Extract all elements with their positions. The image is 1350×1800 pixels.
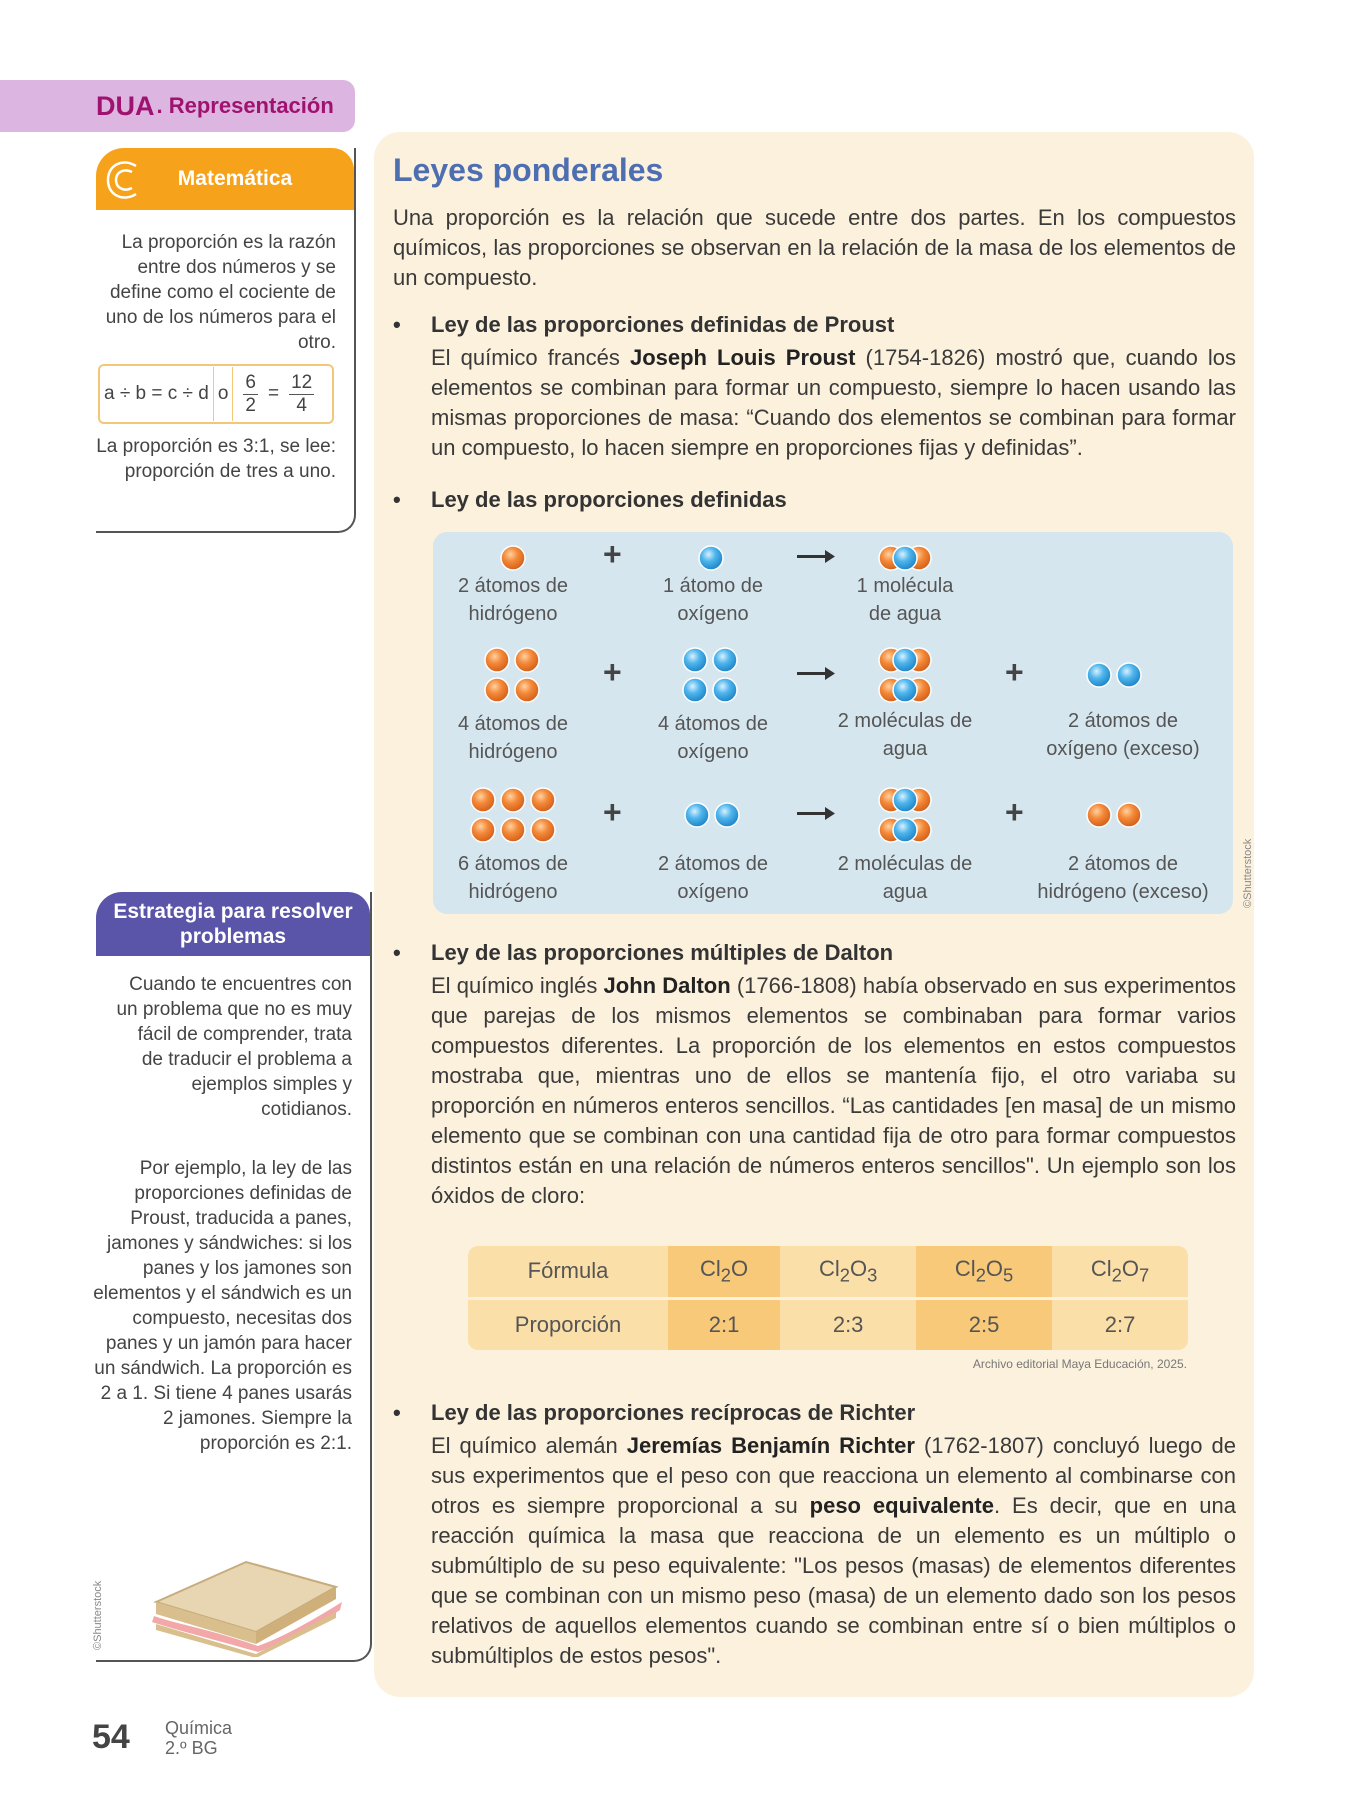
sandwich-credit: ©Shutterstock bbox=[92, 1580, 104, 1650]
r1-reactant-b: 1 átomo de oxígeno bbox=[662, 575, 764, 625]
page-number: 54 bbox=[92, 1718, 130, 1756]
estrategia-text-1: Cuando te encuentres con un problema que no es muy fácil de comprender, trata de traducir el problema a ejemplos simples y cotidianos. bbox=[116, 974, 352, 1120]
matematica-header bbox=[96, 148, 354, 210]
arrow-icon bbox=[797, 667, 835, 680]
reactions-diagram bbox=[433, 532, 1233, 914]
grade-label: 2.º BG bbox=[165, 1738, 218, 1758]
arrow-icon bbox=[797, 550, 835, 563]
law3-pre: El químico inglés bbox=[431, 973, 604, 998]
r1-product: 1 molécula de agua bbox=[856, 575, 954, 625]
table-row bbox=[468, 1298, 1188, 1350]
law4-heading bbox=[393, 1400, 915, 1426]
r2-reactant-a: 4 átomos de hidrógeno bbox=[457, 713, 569, 763]
law4-mid: (1762-1807) concluyó luego de sus experimentos que el peso con que reacciona un elemento al combinarse con otros es siempre proporcional a su bbox=[431, 1433, 1236, 1518]
water-molecules-2 bbox=[879, 648, 931, 702]
plus-sign: + bbox=[603, 794, 622, 830]
bullet: • bbox=[393, 487, 401, 512]
formula-lhs: a ÷ b = c ÷ d bbox=[104, 383, 209, 404]
r3-reactant-a: 6 átomos de hidrógeno bbox=[457, 853, 569, 903]
law4-title: Ley de las proporciones recíprocas de Richter bbox=[431, 1400, 916, 1425]
law3-post: (1766-1808) había observado en sus experimentos que parejas de los mismos elementos se combinaban para formar varios compuestos diferentes. La proporción de los elementos en estos compuestos mostraba que, mientras uno de ellos se mantenía fijo, el otro variaba su proporción en números enteros sencillos. “Las cantidades [en masa] de un mismo elemento que se combinan con una cantidad fija de otro para formar compuestos distintos están en una relación de números enteros sencillos". Un ejemplo son los óxidos de cloro: bbox=[431, 973, 1236, 1208]
oxygen-excess bbox=[1087, 663, 1141, 687]
intro-paragraph: Una proporción es la relación que sucede entre dos partes. En los compuestos químicos, las proporciones se observan en la relación de la masa de los elementos de un compuesto. bbox=[393, 205, 1236, 290]
formula-cell: $Cl_2O_7$ bbox=[1052, 1246, 1188, 1298]
law1-pre: El químico francés bbox=[431, 345, 630, 370]
law1-paragraph bbox=[431, 343, 1236, 463]
fraction-6-2 bbox=[243, 372, 258, 417]
oxygen-atom bbox=[699, 546, 723, 570]
r3-reactant-b: 2 átomos de oxígeno bbox=[657, 853, 769, 903]
matematica-box bbox=[96, 148, 356, 533]
formula-or: o bbox=[217, 383, 229, 404]
r1-reactant-a: 2 átomos de hidrógeno bbox=[457, 575, 569, 625]
law1-heading bbox=[393, 312, 894, 338]
hydrogen-excess bbox=[1087, 803, 1141, 827]
ratio-cell: 2:1 bbox=[668, 1298, 780, 1350]
water-molecule bbox=[879, 546, 931, 570]
law3-title: Ley de las proporciones múltiples de Dalton bbox=[431, 940, 894, 965]
sandwich-image bbox=[136, 1532, 356, 1657]
oxygen-atoms-2 bbox=[685, 803, 739, 827]
fraction-numerator: 12 bbox=[291, 371, 313, 393]
oxygen-atoms-4 bbox=[683, 648, 737, 702]
r3-product: 2 moléculas de agua bbox=[837, 853, 973, 903]
ratio-cell: 2:3 bbox=[780, 1298, 916, 1350]
chlorine-oxides-table bbox=[468, 1246, 1188, 1350]
bullet: • bbox=[393, 1400, 401, 1425]
diagram-credit: ©Shutterstock bbox=[1242, 838, 1254, 908]
r3-excess: 2 átomos de hidrógeno (exceso) bbox=[1037, 853, 1209, 903]
water-molecules-2b bbox=[879, 788, 931, 842]
law2-title: Ley de las proporciones definidas bbox=[431, 487, 787, 512]
row-label: Proporción bbox=[468, 1298, 668, 1350]
row-label: Fórmula bbox=[468, 1246, 668, 1298]
fraction-12-4 bbox=[289, 372, 314, 417]
bullet: • bbox=[393, 940, 401, 965]
dua-label: DUA bbox=[96, 90, 155, 121]
table-row bbox=[468, 1246, 1188, 1298]
estrategia-header: Estrategia para resolver problemas bbox=[96, 892, 370, 956]
law4-key-term: peso equivalente bbox=[809, 1493, 994, 1518]
dua-subtitle: . Representación bbox=[156, 93, 334, 118]
law4-scientist: Jeremías Benjamín Richter bbox=[626, 1433, 915, 1458]
formula-cell: $Cl_2O_3$ bbox=[780, 1246, 916, 1298]
law3-scientist: John Dalton bbox=[603, 973, 731, 998]
formula-divider bbox=[232, 367, 233, 421]
ratio-cell: 2:5 bbox=[916, 1298, 1052, 1350]
fraction-denominator: 4 bbox=[296, 394, 307, 416]
law4-post: . Es decir, que en una reacción química la masa que reacciona de un elemento es un múltiplo o submúltiplo de su peso equivalente: "Los pesos (masas) de elementos diferentes que se combinan con un mismo peso (masa) de un elemento dado son los pesos relativos de aquellos elementos cuando se combinan entre sí o bien múltiplos o submúltiplos de estos pesos". bbox=[431, 1493, 1236, 1668]
dua-tab bbox=[0, 80, 355, 132]
ratio-cell: 2:7 bbox=[1052, 1298, 1188, 1350]
fraction-numerator: 6 bbox=[245, 371, 256, 393]
arrow-icon bbox=[797, 807, 835, 820]
formula-cell: $Cl_2O$ bbox=[668, 1246, 780, 1298]
law4-paragraph bbox=[431, 1431, 1236, 1671]
hydrogen-atoms-6 bbox=[471, 788, 555, 842]
matematica-title: Matemática bbox=[177, 167, 293, 190]
subject-name: Química bbox=[165, 1718, 233, 1738]
equals-sign: = bbox=[267, 383, 280, 404]
plus-sign: + bbox=[603, 536, 622, 572]
plus-sign: + bbox=[1005, 654, 1024, 690]
formula-divider bbox=[213, 367, 214, 421]
r2-excess: 2 átomos de oxígeno (exceso) bbox=[1046, 710, 1200, 760]
law4-pre: El químico alemán bbox=[431, 1433, 627, 1458]
law1-post: (1754-1826) mostró que, cuando los elementos se combinan para formar un compuesto, siempre lo hacen usando las mismas proporciones de masa: “Cuando dos elementos se combinan para formar un compuesto, lo hacen siempre en proporciones fijas y definidas”. bbox=[431, 345, 1237, 460]
table-source: Archivo editorial Maya Educación, 2025. bbox=[972, 1357, 1187, 1371]
bullet: • bbox=[393, 312, 401, 337]
matematica-example: La proporción es 3:1, se lee: proporción de tres a uno. bbox=[96, 436, 336, 482]
plus-sign: + bbox=[1005, 794, 1024, 830]
estrategia-box bbox=[93, 892, 372, 1662]
plus-sign: + bbox=[603, 654, 622, 690]
estrategia-text-2: Por ejemplo, la ley de las proporciones definidas de Proust, traducida a panes, jamones y sándwiches: si los panes y los jamones son elementos y el sándwich es un compuesto, necesitas dos panes y un jamón para hacer un sándwich. La proporción es 2 a 1. Si tiene 4 panes usarás 2 jamones. Siempre la proporción es 2:1. bbox=[93, 1158, 352, 1454]
hydrogen-atom bbox=[501, 546, 525, 570]
c-logo-icon bbox=[102, 156, 146, 204]
law3-heading bbox=[393, 940, 893, 966]
subject-label bbox=[165, 1718, 232, 1758]
law1-title: Ley de las proporciones definidas de Proust bbox=[431, 312, 895, 337]
fraction-denominator: 2 bbox=[245, 394, 256, 416]
page-title: Leyes ponderales bbox=[393, 152, 664, 188]
hydrogen-atoms-4 bbox=[485, 648, 539, 702]
r2-reactant-b: 4 átomos de oxígeno bbox=[657, 713, 769, 763]
proportion-formula bbox=[98, 364, 334, 424]
law3-paragraph bbox=[431, 971, 1236, 1211]
r2-product: 2 moléculas de agua bbox=[837, 710, 973, 760]
law1-scientist: Joseph Louis Proust bbox=[629, 345, 856, 370]
formula-cell: $Cl_2O_5$ bbox=[916, 1246, 1052, 1298]
law2-heading bbox=[393, 487, 787, 513]
matematica-definition: La proporción es la razón entre dos números y se define como el cociente de uno de los números para el otro. bbox=[105, 232, 336, 353]
